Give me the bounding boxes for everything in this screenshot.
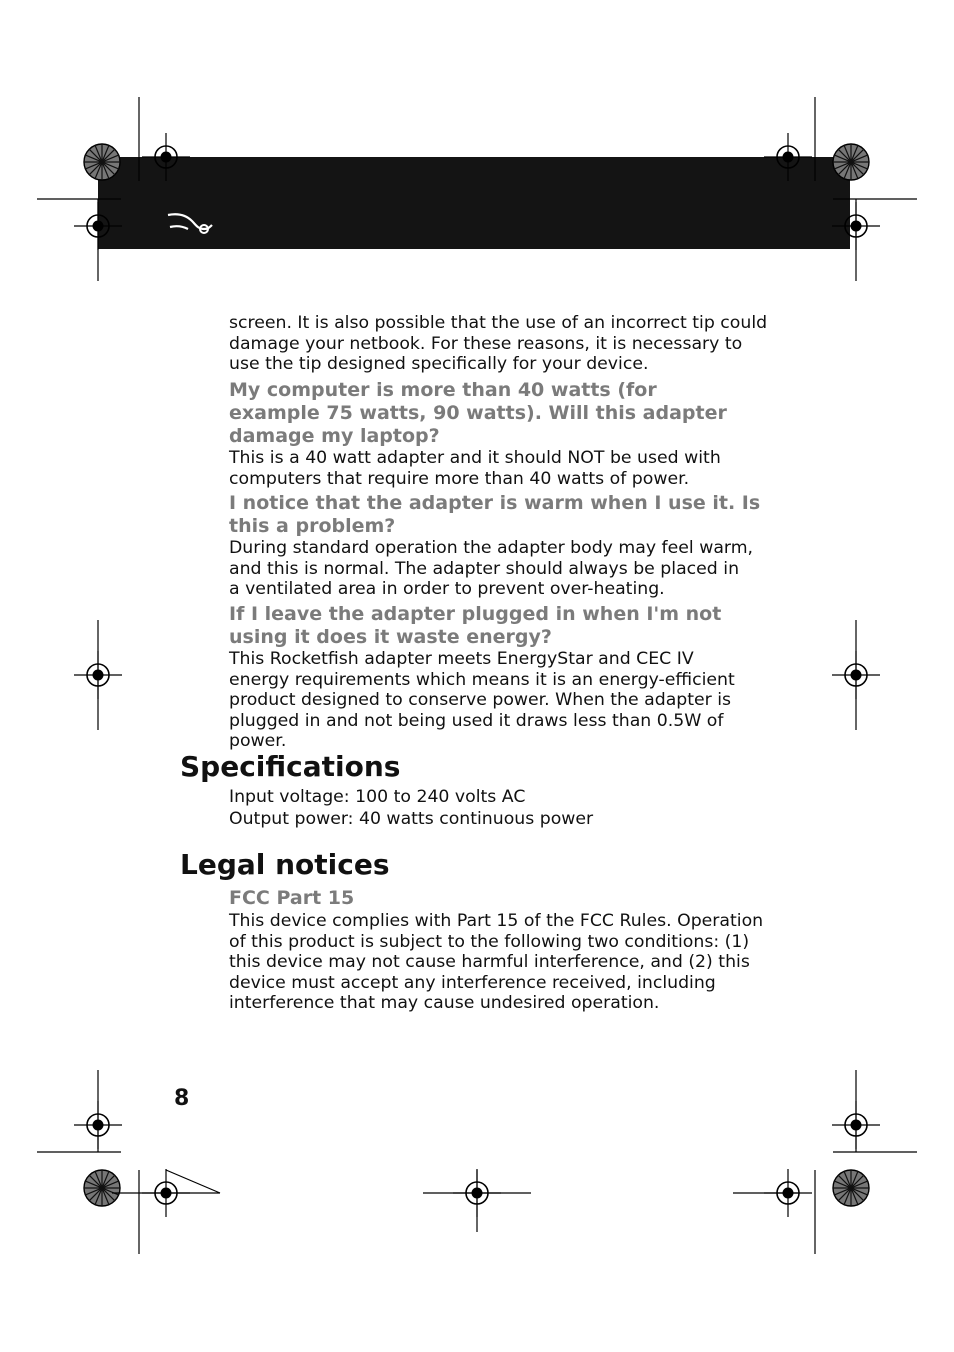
- page-number: 8: [174, 1086, 190, 1111]
- spec-input-voltage: Input voltage: 100 to 240 volts AC: [229, 787, 526, 807]
- faq-answer: This is a 40 watt adapter and it should NOT be used with computers that require more than 40 watts of power.: [229, 448, 721, 489]
- faq-question: If I leave the adapter plugged in when I'm not using it does it waste energy?: [229, 603, 722, 648]
- intro-paragraph: screen. It is also possible that the use of an incorrect tip could damage your netbook. For these reasons, it is necessary to use the tip designed specifically for your device.: [229, 313, 768, 375]
- faq-item-warm: [229, 492, 769, 600]
- fcc-heading: FCC Part 15: [229, 887, 355, 909]
- intro-section: [229, 313, 769, 375]
- fcc-text: This device complies with Part 15 of the FCC Rules. Operation of this product is subject to the following two conditions: (1) this device may not cause harmful interference, and (2) this device must accept any interference received, including interference that may cause undesired operation.: [229, 911, 764, 1014]
- faq-item-wattage: [229, 379, 769, 489]
- faq-question: I notice that the adapter is warm when I use it. Is this a problem?: [229, 492, 761, 537]
- specifications-heading: Specifications: [180, 750, 401, 783]
- faq-item-energy: [229, 603, 769, 752]
- fcc-section: [229, 887, 769, 1014]
- spec-output-power: Output power: 40 watts continuous power: [229, 809, 594, 829]
- legal-notices-heading: Legal notices: [180, 848, 390, 881]
- faq-answer: This Rocketfish adapter meets EnergyStar and CEC IV energy requirements which means it is an energy-efficient product designed to conserve power. When the adapter is plugged in and not being used it draws less than 0.5W of power.: [229, 649, 735, 752]
- faq-question: My computer is more than 40 watts (for example 75 watts, 90 watts). Will this adapter damage my laptop?: [229, 379, 727, 447]
- faq-answer: During standard operation the adapter body may feel warm, and this is normal. The adapter should always be placed in a ventilated area in order to prevent over-heating.: [229, 538, 754, 600]
